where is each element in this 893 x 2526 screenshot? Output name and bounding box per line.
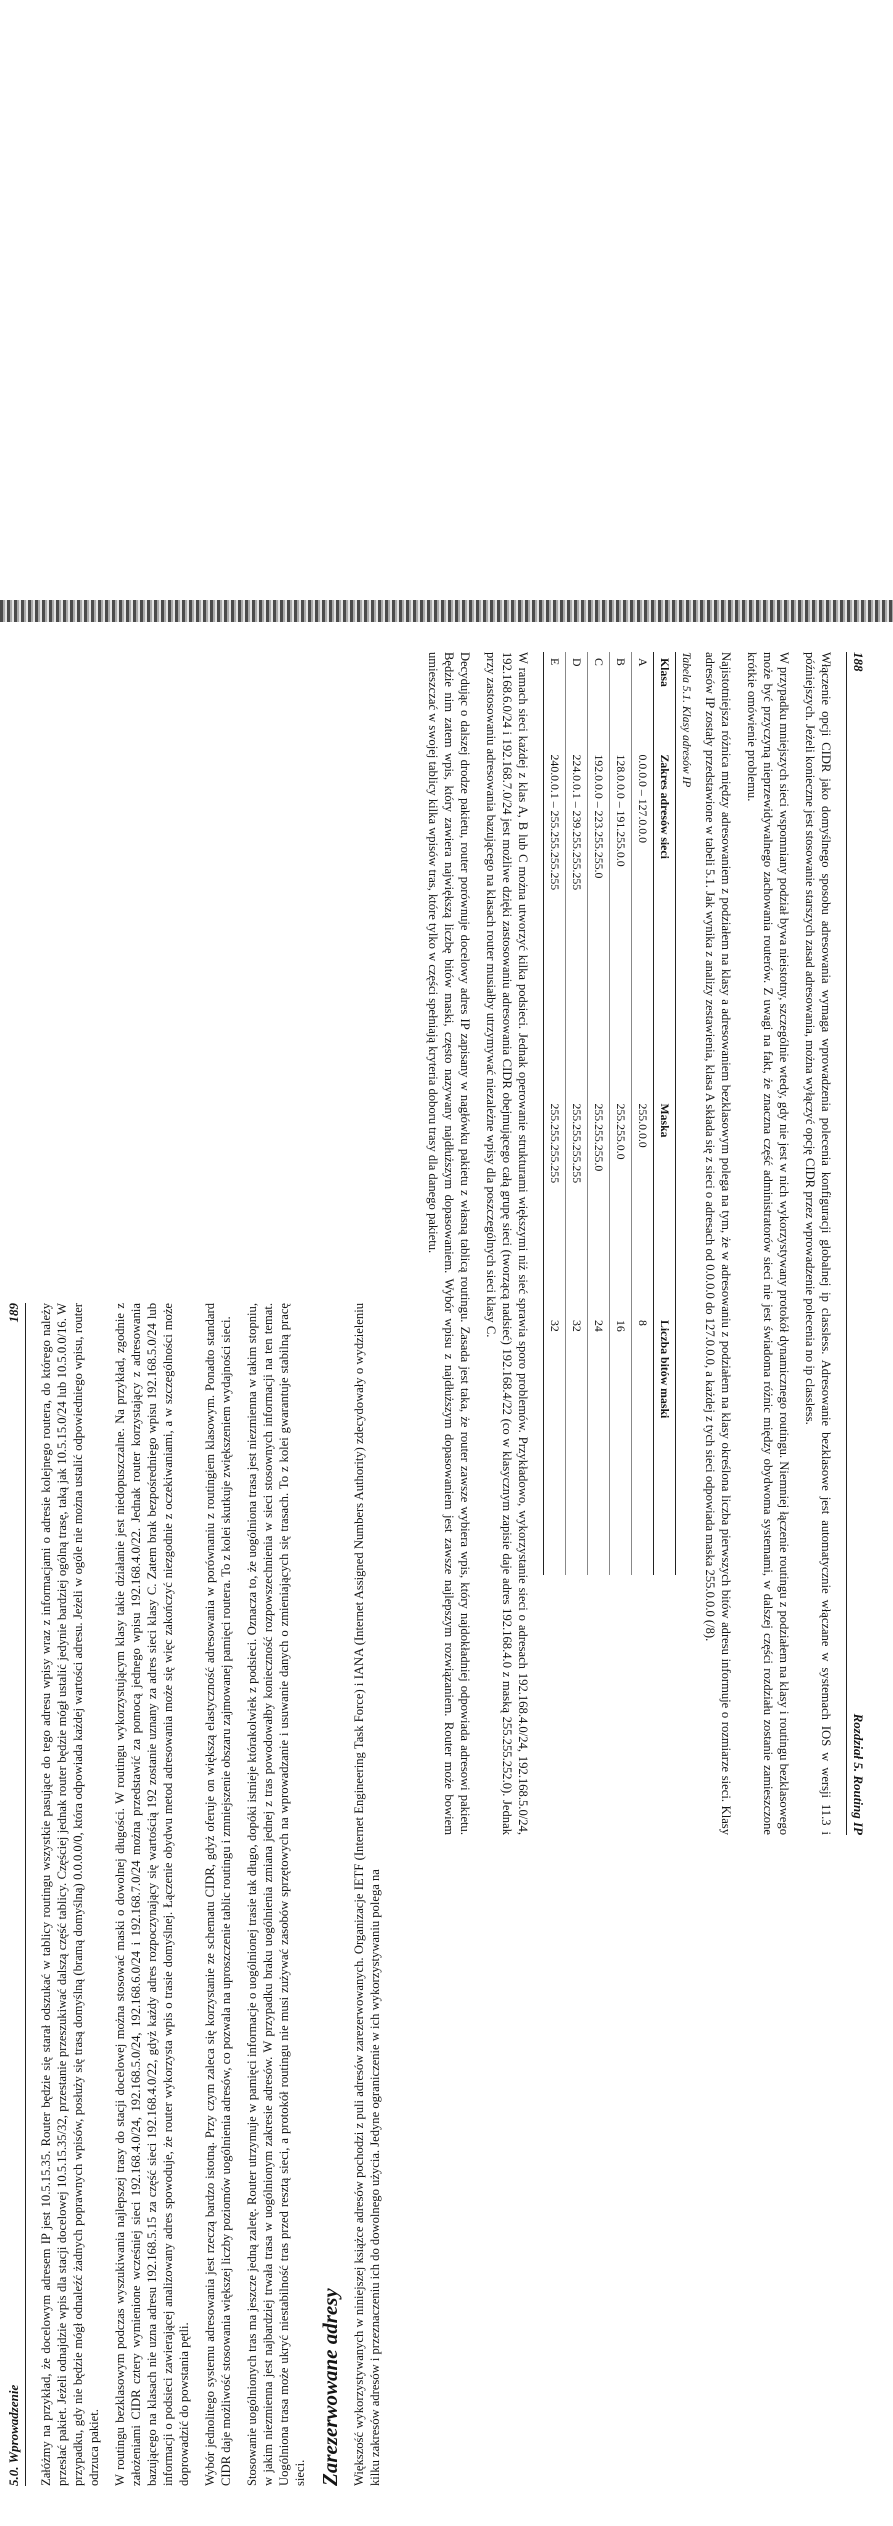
table-cell: 128.0.0.0 – 191.255.0.0 <box>610 749 632 1098</box>
table-cell: 255.255.0.0 <box>610 1097 632 1314</box>
paragraph: Stosowanie uogólnionych tras ma jeszcze jedną zaletę. Router utrzymuje w pamięci informacje o uogólnionej trasie tak długo, dopóki istnieje którakolwiek z podsieci. Oznacza to, że uogólniona trasa jest niezmienna w takim stopniu, w jakim niezmienna jest najbardziej trwała trasa w uogólnionym zakresie adresów. W przypadku braku uogólnienia zmiana jednej z tras powodowałby konieczność rozpowszechnienia w sieci stosownych informacji na ten temat. Uogólniona trasa może ukryć niestabilność tras przed resztą sieci, a protokół routingu nie musi zużywać zasobów sprzętowych na wprowadzanie i usuwanie danych o zmieniających się trasach. To z kolei gwarantuje stabilną pracę sieci. <box>245 1303 307 2486</box>
paragraph: W ramach sieci każdej z klas A, B lub C można utworzyć kilka podsieci. Jednak operowanie strukturami większymi niż sieć sprawia sporo problemów. Przykładowo, wykorzystanie sieci o adresach 192.168.4.0/24, 192.168.5.0/24, 192.168.6.0/24 i 192.168.7.0/24 jest możliwe dzięki zastosowaniu adresowania CIDR obejmującego całą grupę sieci (tworzącą nadsieć) 192.168.4/22 (co w klasycznym zapisie daje adres 192.168.4.0 z maską 255.255.252.0). Jednak przy zastosowaniu adresowania bazującego na klasach router musiałby utrzymywać niezależne wpisy dla poszczególnych sieci klasy C. <box>484 652 530 1835</box>
table-row <box>632 652 654 1575</box>
table-cell: 8 <box>632 1314 654 1575</box>
table-row <box>566 652 588 1575</box>
section-heading: Zarezerwowane adresy <box>318 2288 342 2486</box>
table-cell: 16 <box>610 1314 632 1575</box>
paragraph: Większość wykorzystywanych w niniejszej książce adresów pochodzi z puli adresów zarezerwowanych. Organizacje IETF (Internet Engineering Task Force) i IANA (Internet Assigned Numbers Authority) zdecydowały o wydzieleniu kilku zakresów adresów i przeznaczeniu ich do dowolnego użycia. Jedyne ograniczenie w ich wykorzystywaniu polega na <box>352 1303 382 2486</box>
paragraph: W przypadku mniejszych sieci wspomniany podział bywa nieistotny, szczególnie wtedy, gdy nie jest w nich wykorzystywany protokół dynamicznego routingu. Niemniej łączenie routingu z podziałem na klasy i routingu bezklasowego może być przyczyną nieprzewidywalnego zachowania routerów. Z uwagi na fakt, że znaczna część administratorów sieci nie jest świadoma różnic między obydwoma systemami, w dalszej części rozdziału zostanie zamieszczone krótkie omówienie problemu. <box>745 652 791 1835</box>
paragraph: Wybór jednolitego systemu adresowania jest rzeczą bardzo istotną. Przy czym zaleca się korzystanie ze schematu CIDR, gdyż oferuje on większą elastyczność adresowania w porównaniu z routingiem klasowym. Ponadto standard CIDR daje możliwość stosowania większej liczby poziomów uogólnienia adresów, co pozwala na uproszczenie tablic routingu i zmniejszenie obszaru zajmowanej pamięci routera. To z kolei skutkuje zwiększeniem wydajności sieci. <box>203 1303 233 2486</box>
paragraph: Decydując o dalszej drodze pakietu, router porównuje docelowy adres IP zapisany w nagłówku pakietu z własną tablicą routingu. Zasada jest taka, że router zawsze wybiera wpis, który najdokładniej odpowiada adresowi pakietu. Będzie nim zatem wpis, który zawiera największą liczbę bitów maski, często nazywany najdłuższym dopasowaniem. Wybór wpisu z najdłuższym dopasowaniem jest zawsze najlepszym rozwiązaniem. Router może bowiem umieszczać w swojej tablicy kilka wpisów tras, które tylko w części spełniają kryteria doboru trasy dla danego pakietu. <box>426 652 472 1835</box>
table-cell: 32 <box>544 1314 566 1575</box>
paragraph: W routingu bezklasowym podczas wyszukiwania najlepszej trasy do stacji docelowej można stosować maski o dowolnej długości. W routingu wykorzystującym klasy takie działanie jest niedopuszczalne. Na przykład, zgodnie z założeniami CIDR cztery wymienione wcześniej sieci 192.168.4.0/24, 192.168.5.0/24, 192.168.6.0/24 i 192.168.7.0/24 można przedstawić za pomocą jednego wpisu 192.168.4.0/22. Jednak router korzystający z adresowania bazującego na klasach nie uzna adresu 192.168.5.15 za część sieci 192.168.4.0/22, gdyż każdy adres rozpoczynający się wartością 192 zostanie uznany za adres sieci klasy C. Zatem brak bezpośredniego wpisu 192.168.5.0/24 lub informacji o podsieci zawierającej analizowany adres spowoduje, że router wykorzysta wpis o trasie domyślnej. Łączenie obydwu metod adresowania może się więc zakończyć niezgodnie z oczekiwaniami, a w szczególności może doprowadzić do powstania pętli. <box>113 1303 191 2486</box>
table-cell: 255.255.255.255 <box>566 1097 588 1314</box>
table-cell: 255.255.255.255 <box>544 1097 566 1314</box>
table-header: Klasa <box>654 652 676 749</box>
table-cell: C <box>588 652 610 749</box>
paragraph: Najistotniejsza różnica między adresowaniem z podziałem na klasy a adresowaniem bezklasowym polega na tym, że w adresowaniu z podziałem na klasy określona liczba pierwszych bitów adresu informuje o rozmiarze sieci. Klasy adresów IP zostały przedstawione w tabeli 5.1. Jak wynika z analizy zestawienia, klasa A składa się z sieci o adresach od 0.0.0.0 do 127.0.0.0, a każdej z tych sieci odpowiada maska 255.0.0.0 (/8). <box>703 652 733 1835</box>
table-cell: B <box>610 652 632 749</box>
table-cell: 0.0.0.0 – 127.0.0.0 <box>632 749 654 1098</box>
table-cell: 240.0.0.1 – 255.255.255.255 <box>544 749 566 1098</box>
section-title-header: 5.0. Wprowadzenie <box>6 2384 21 2486</box>
table-header: Zakres adresów sieci <box>654 749 676 1098</box>
table-cell: 224.0.0.1 – 239.255.255.255 <box>566 749 588 1098</box>
table-cell: 255.255.255.0 <box>588 1097 610 1314</box>
table-cell: 32 <box>566 1314 588 1575</box>
table-header: Maska <box>654 1097 676 1314</box>
table-cell: E <box>544 652 566 749</box>
table-caption: Tabela 5.1. Klasy adresów IP <box>680 652 692 788</box>
table-cell: 192.0.0.0 – 223.255.255.0 <box>588 749 610 1098</box>
page-number: 188 <box>851 652 866 672</box>
table-row <box>544 652 566 1575</box>
table-cell: A <box>632 652 654 749</box>
right-page <box>0 1263 422 2526</box>
table-cell: 24 <box>588 1314 610 1575</box>
ip-classes-table <box>543 652 676 1575</box>
table-row <box>610 652 632 1575</box>
paragraph: Załóżmy na przykład, że docelowym adresem IP jest 10.5.15.35. Router będzie się starał odszukać w tablicy routingu wszystkie pasujące do tego adresu wpisy wraz z informacjami o adresie kolejnego routera, do którego należy przesłać pakiet. Jeżeli odnajdzie wpis dla stacji docelowej 10.5.15.35/32, przestanie przeszukiwać dalszą część tablicy. Częściej jednak router będzie mógł ustalić jedynie bardziej ogólną trasę, taką jak 10.5.15.0/24 lub 10.5.0.0/16. W przypadku, gdy nie będzie mógł odnaleźć żadnych poprawnych wpisów, posłuży się trasą domyślną (bramą domyślną) 0.0.0.0/0, która odpowiada każdej wartości adresu. Jeżeli w ogóle nie można ustalić odpowiedniego wpisu, router odrzuca pakiet. <box>39 1303 101 2486</box>
table-cell: 255.0.0.0 <box>632 1097 654 1314</box>
chapter-title: Rozdział 5. Routing IP <box>851 1713 866 1835</box>
paragraph: Włączenie opcji CIDR jako domyślnego sposobu adresowania wymaga wprowadzenia polecenia konfiguracji globalnej ip classless. Adresowanie bezklasowe jest automatycznie włączane w systemach IOS w wersji 11.3 i późniejszych. Jeżeli konieczne jest stosowanie starszych zasad adresowania, można wyłączyć opcję CIDR przez wprowadzenie polecenia no ip classless. <box>803 652 833 1835</box>
left-page <box>426 612 880 1875</box>
scan-gutter <box>0 600 893 622</box>
running-head <box>6 1303 26 2486</box>
table-row <box>588 652 610 1575</box>
page-number: 189 <box>6 1303 21 1323</box>
running-head <box>846 652 866 1835</box>
table-header: Liczba bitów maski <box>654 1314 676 1575</box>
table-cell: D <box>566 652 588 749</box>
